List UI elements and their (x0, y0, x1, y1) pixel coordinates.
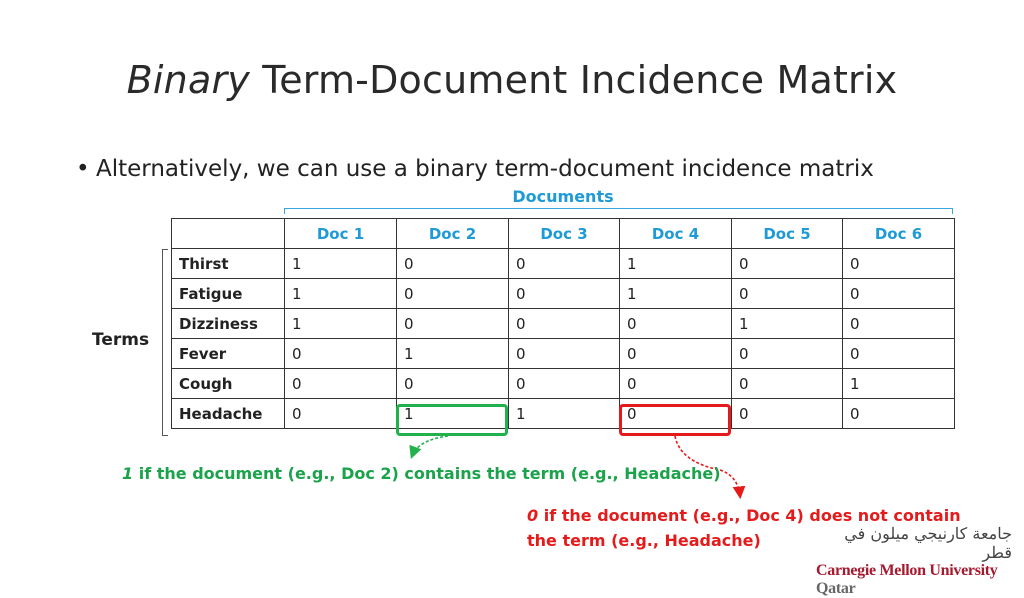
value-cell: 0 (285, 339, 397, 369)
documents-label: Documents (512, 187, 614, 206)
term-cell: Headache (172, 399, 285, 429)
value-cell: 0 (620, 339, 732, 369)
value-cell: 0 (843, 399, 955, 429)
column-header: Doc 2 (397, 219, 509, 249)
term-cell: Fever (172, 339, 285, 369)
value-cell: 0 (843, 339, 955, 369)
value-cell: 0 (397, 249, 509, 279)
slide-title-emphasis: Binary (126, 58, 250, 102)
slide-title-rest: Term-Document Incidence Matrix (262, 58, 898, 102)
value-cell: 1 (397, 399, 509, 429)
red-annotation-text: if the document (e.g., Doc 4) does not contain the term (e.g., Headache) (527, 506, 961, 550)
value-cell: 0 (843, 279, 955, 309)
value-cell: 0 (509, 309, 620, 339)
column-header: Doc 1 (285, 219, 397, 249)
value-cell: 0 (620, 309, 732, 339)
green-annotation-number: 1 (122, 464, 134, 483)
value-cell: 0 (509, 339, 620, 369)
value-cell: 0 (732, 369, 843, 399)
green-annotation-text: if the document (e.g., Doc 2) contains the term (e.g., Headache) (133, 464, 721, 483)
term-cell: Fatigue (172, 279, 285, 309)
terms-label: Terms (92, 330, 150, 350)
value-cell: 1 (620, 279, 732, 309)
value-cell: 0 (620, 399, 732, 429)
value-cell: 0 (285, 369, 397, 399)
value-cell: 1 (843, 369, 955, 399)
cmu-qatar-logo (816, 524, 1012, 597)
red-annotation-number: 0 (527, 506, 539, 525)
value-cell: 0 (843, 309, 955, 339)
value-cell: 1 (285, 249, 397, 279)
green-arrow (412, 436, 448, 456)
value-cell: 1 (620, 249, 732, 279)
bullet-dot: • (76, 156, 90, 182)
value-cell: 0 (620, 369, 732, 399)
value-cell: 0 (732, 339, 843, 369)
value-cell: 1 (509, 399, 620, 429)
value-cell: 0 (397, 369, 509, 399)
value-cell: 0 (285, 399, 397, 429)
value-cell: 0 (509, 369, 620, 399)
value-cell: 1 (285, 279, 397, 309)
value-cell: 0 (732, 399, 843, 429)
value-cell: 1 (397, 339, 509, 369)
logo-english-text (816, 562, 1012, 598)
value-cell: 1 (285, 309, 397, 339)
green-annotation (122, 464, 721, 483)
value-cell: 0 (397, 309, 509, 339)
term-cell: Cough (172, 369, 285, 399)
column-header: Doc 3 (509, 219, 620, 249)
value-cell: 0 (509, 279, 620, 309)
value-cell: 0 (843, 249, 955, 279)
value-cell: 0 (732, 249, 843, 279)
value-cell: 1 (732, 309, 843, 339)
logo-english-main: Carnegie Mellon University (816, 562, 998, 579)
bullet-text: Alternatively, we can use a binary term-document incidence matrix (96, 156, 874, 182)
column-header: Doc 6 (843, 219, 955, 249)
column-header: Doc 5 (732, 219, 843, 249)
value-cell: 0 (509, 249, 620, 279)
column-header: Doc 4 (620, 219, 732, 249)
value-cell: 0 (397, 279, 509, 309)
term-cell: Dizziness (172, 309, 285, 339)
logo-arabic-text: جامعة كارنيجي ميلون في قطر (844, 524, 1012, 562)
value-cell: 0 (732, 279, 843, 309)
term-cell: Thirst (172, 249, 285, 279)
logo-english-suffix: Qatar (816, 580, 856, 597)
